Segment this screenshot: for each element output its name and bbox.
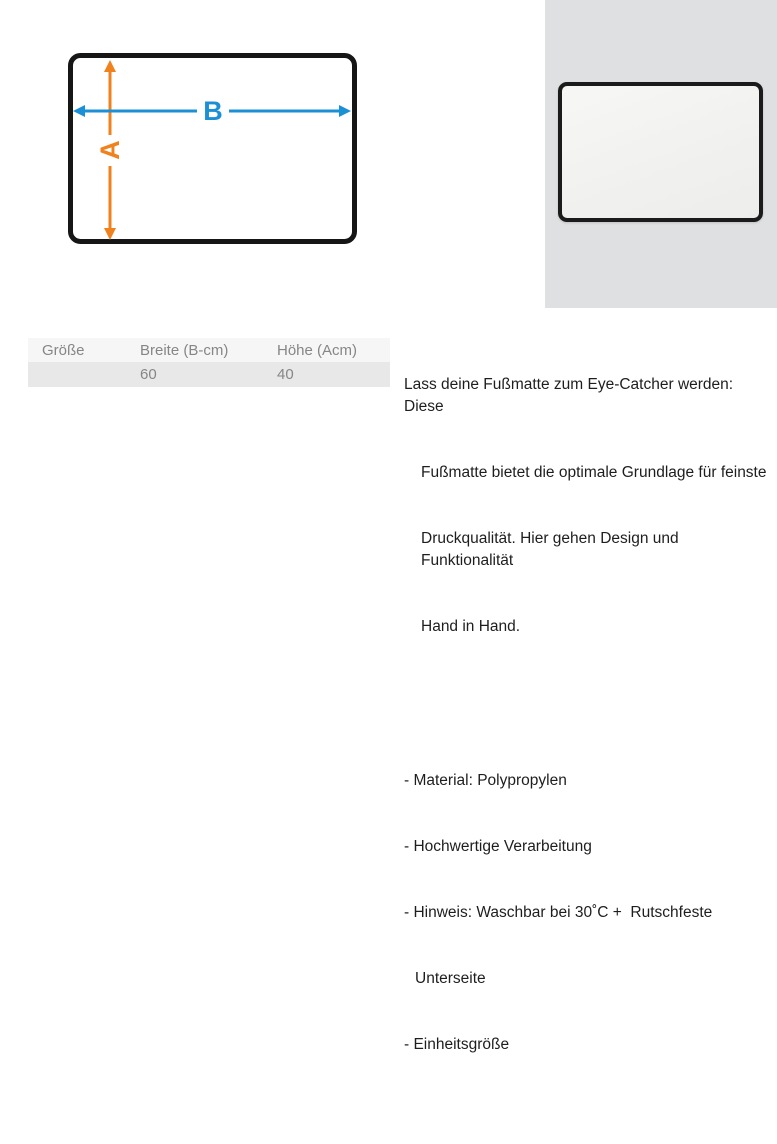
size-table-header-groesse: Größe: [42, 341, 85, 359]
size-table-header-row: [28, 338, 390, 362]
feature-list: [404, 726, 768, 1100]
size-table-header-hoehe: Höhe (Acm): [277, 341, 358, 359]
product-description: [404, 330, 768, 1144]
description-line: Hand in Hand.: [421, 618, 521, 635]
description-line: Lass deine Fußmatte zum Eye-Catcher werden: Diese: [404, 376, 738, 415]
size-table-row: [28, 362, 390, 387]
size-table-cell-breite: 60: [140, 366, 157, 383]
description-line: Fußmatte bietet die optimale Grundlage für feinste: [421, 464, 767, 481]
product-photo[interactable]: [545, 0, 777, 308]
height-label: A: [95, 140, 125, 160]
description-line: Druckqualität. Hier gehen Design und Funktionalität: [421, 530, 683, 569]
width-label: B: [203, 96, 223, 126]
size-diagram: [68, 53, 357, 244]
doormat-preview: [558, 82, 763, 222]
feature-item: - Hinweis: Waschbar bei 30˚C + Rutschfeste: [404, 904, 713, 921]
size-table: [28, 338, 390, 387]
feature-item: - Einheitsgröße: [404, 1036, 510, 1053]
feature-item: - Hochwertige Verarbeitung: [404, 838, 592, 855]
size-table-header-breite: Breite (B-cm): [140, 341, 229, 359]
feature-item-continuation: Unterseite: [415, 970, 486, 987]
size-table-cell-hoehe: 40: [277, 366, 294, 383]
feature-item: - Material: Polypropylen: [404, 772, 567, 789]
